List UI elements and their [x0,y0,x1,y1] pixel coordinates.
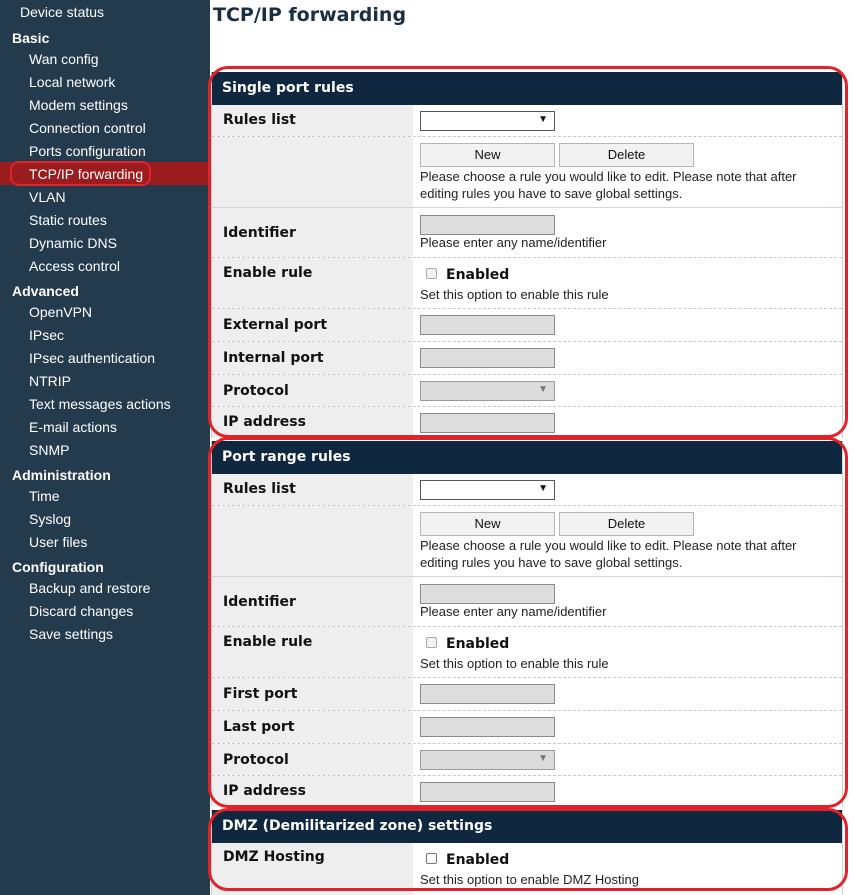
single-enabled-text: Enabled [446,267,510,283]
sidebar-section-configuration: Configuration [12,559,104,575]
range-first-port-input[interactable] [420,684,555,704]
dmz-header: DMZ (Demilitarized zone) settings [212,810,842,843]
sidebar-item-access-control[interactable]: Access control [29,258,121,274]
single-enable-label: Enable rule [212,258,413,308]
sidebar-item-save-settings[interactable]: Save settings [29,626,114,642]
range-enable-label: Enable rule [212,627,413,677]
range-ip-input[interactable] [420,782,555,802]
sidebar-item-user-files[interactable]: User files [29,534,88,550]
single-external-port-row [212,309,842,342]
sidebar-section-administration: Administration [12,467,111,483]
range-protocol-select[interactable] [420,750,555,770]
single-protocol-select[interactable] [420,381,555,401]
port-range-rules-header: Port range rules [212,441,842,474]
sidebar-item-static-routes[interactable]: Static routes [29,212,107,228]
single-delete-button[interactable]: Delete [559,143,694,167]
single-protocol-row [212,375,842,407]
single-external-port-label: External port [212,309,413,341]
single-identifier-input[interactable] [420,215,555,235]
sidebar-item-backup-and-restore[interactable]: Backup and restore [29,580,151,596]
sidebar-item-time[interactable]: Time [29,488,60,504]
single-enable-help: Set this option to enable this rule [420,287,609,302]
single-enabled-checkbox[interactable] [426,268,437,279]
single-identifier-label: Identifier [212,208,413,257]
range-enable-help: Set this option to enable this rule [420,656,609,671]
single-internal-port-input[interactable] [420,348,555,368]
sidebar-section-basic: Basic [12,30,50,46]
single-choose-help: Please choose a rule you would like to edit. Please note that after editing rules you have to save global settings. [420,169,797,201]
single-external-port-input[interactable] [420,315,555,335]
port-range-rules-panel [211,441,843,807]
single-ip-input[interactable] [420,413,555,433]
single-ip-row [212,407,842,438]
range-identifier-help: Please enter any name/identifier [420,604,607,619]
single-port-rules-header: Single port rules [212,72,842,105]
chevron-down-icon: ▼ [538,114,548,125]
range-first-port-label: First port [212,678,413,710]
range-rules-list-row [212,474,842,506]
chevron-down-icon: ▼ [538,753,548,764]
single-new-button[interactable]: New [420,143,555,167]
single-rule-actions-row [212,137,842,208]
single-ip-label: IP address [212,407,413,438]
range-protocol-label: Protocol [212,744,413,775]
sidebar-item-dynamic-dns[interactable]: Dynamic DNS [29,235,117,251]
dmz-enabled-checkbox[interactable] [426,853,437,864]
dmz-panel [211,810,843,895]
sidebar-item-syslog[interactable]: Syslog [29,511,72,527]
single-port-rules-panel [211,72,843,438]
range-rules-list-select[interactable] [420,480,555,500]
range-protocol-row [212,744,842,776]
sidebar-item-ntrip[interactable]: NTRIP [29,373,71,389]
single-protocol-label: Protocol [212,375,413,406]
dmz-enabled-text: Enabled [446,852,510,868]
sidebar-item-device-status[interactable]: Device status [20,4,105,20]
range-enabled-text: Enabled [446,636,510,652]
sidebar-item-vlan[interactable]: VLAN [29,189,66,205]
sidebar-item-discard-changes[interactable]: Discard changes [29,603,134,619]
sidebar-item-text-messages-actions[interactable]: Text messages actions [29,396,171,412]
range-identifier-label: Identifier [212,577,413,626]
dmz-hosting-label: DMZ Hosting [212,843,413,895]
range-last-port-label: Last port [212,711,413,743]
sidebar-item-local-network[interactable]: Local network [29,74,116,90]
sidebar-item-tcp-ip-forwarding[interactable]: TCP/IP forwarding [29,166,144,182]
range-choose-help: Please choose a rule you would like to edit. Please note that after editing rules you have to save global settings. [420,538,797,570]
range-last-port-input[interactable] [420,717,555,737]
sidebar-item-ports-configuration[interactable]: Ports configuration [29,143,146,159]
single-identifier-row [212,208,842,258]
sidebar-item-email-actions[interactable]: E-mail actions [29,419,117,435]
dmz-help: Set this option to enable DMZ Hosting [420,872,639,887]
single-rules-list-select[interactable] [420,111,555,131]
single-identifier-help: Please enter any name/identifier [420,235,607,250]
chevron-down-icon: ▼ [538,483,548,494]
single-internal-port-label: Internal port [212,342,413,374]
single-enable-row [212,258,842,309]
page-title: TCP/IP forwarding [213,4,407,26]
single-rules-list-row [212,105,842,137]
sidebar-item-ipsec-authentication[interactable]: IPsec authentication [29,350,156,366]
range-rule-actions-label-cell [212,506,413,576]
range-first-port-row [212,678,842,711]
sidebar-item-ipsec[interactable]: IPsec [29,327,65,343]
range-new-button[interactable]: New [420,512,555,536]
range-delete-button[interactable]: Delete [559,512,694,536]
range-enable-row [212,627,842,678]
single-rule-actions-label-cell [212,137,413,207]
sidebar-item-openvpn[interactable]: OpenVPN [29,304,93,320]
chevron-down-icon: ▼ [538,384,548,395]
sidebar-item-snmp[interactable]: SNMP [29,442,70,458]
sidebar [0,0,210,895]
sidebar-item-connection-control[interactable]: Connection control [29,120,146,136]
sidebar-section-advanced: Advanced [12,283,79,299]
range-identifier-row [212,577,842,627]
range-last-port-row [212,711,842,744]
range-rules-list-label: Rules list [212,474,413,505]
single-rules-list-label: Rules list [212,105,413,136]
sidebar-item-modem-settings[interactable]: Modem settings [29,97,128,113]
sidebar-item-wan-config[interactable]: Wan config [29,51,99,67]
range-identifier-input[interactable] [420,584,555,604]
single-internal-port-row [212,342,842,375]
range-rule-actions-row [212,506,842,577]
range-ip-label: IP address [212,776,413,807]
range-enabled-checkbox[interactable] [426,637,437,648]
range-ip-row [212,776,842,807]
dmz-hosting-row [212,843,842,895]
